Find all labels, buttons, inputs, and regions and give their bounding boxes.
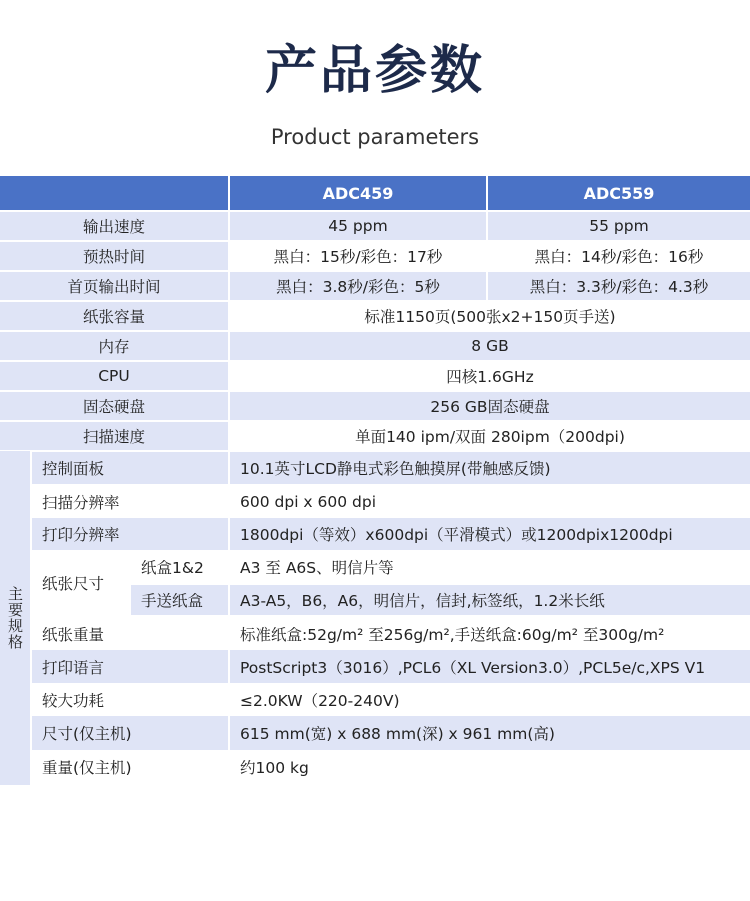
- row-value: 1800dpi（等效）x600dpi（平滑模式）或1200dpix1200dpi: [230, 518, 750, 550]
- row-label: CPU: [0, 362, 228, 390]
- row-label: 打印分辨率: [32, 518, 228, 550]
- subrow-value: A3 至 A6S、明信片等: [230, 551, 750, 583]
- row-value-model-1: 黑白：15秒/彩色：17秒: [230, 242, 486, 270]
- table-row: [0, 422, 750, 450]
- row-value: 标准1150页(500张x2+150页手送): [230, 302, 750, 330]
- table-subrow: [0, 551, 750, 583]
- row-label: 输出速度: [0, 212, 228, 240]
- row-value-model-2: 黑白：14秒/彩色：16秒: [488, 242, 750, 270]
- row-value-model-1: 黑白：3.8秒/彩色：5秒: [230, 272, 486, 300]
- subrow-label: 手送纸盒: [131, 585, 228, 615]
- page-subtitle: Product parameters: [270, 125, 480, 149]
- row-value-model-2: 55 ppm: [488, 212, 750, 240]
- row-label: 内存: [0, 332, 228, 360]
- row-label: 较大功耗: [32, 683, 228, 716]
- row-value: ≤2.0KW（220-240V): [230, 683, 750, 716]
- header-model-1: ADC459: [230, 176, 486, 210]
- row-value: 615 mm(宽) x 688 mm(深) x 961 mm(高): [230, 716, 750, 750]
- row-value: 四核1.6GHz: [230, 362, 750, 390]
- row-label: 首页输出时间: [0, 272, 228, 300]
- table-row: [0, 452, 750, 484]
- table-row: [0, 750, 750, 784]
- table-row: [0, 485, 750, 518]
- row-label: 纸张尺寸: [32, 551, 129, 615]
- subrow-value: A3-A5，B6，A6，明信片，信封,标签纸，1.2米长纸: [230, 585, 750, 615]
- page-title: 产品参数: [264, 41, 485, 101]
- row-value: 10.1英寸LCD静电式彩色触摸屏(带触感反馈): [230, 452, 750, 484]
- row-value: 256 GB固态硬盘: [230, 392, 750, 420]
- table-header-row: [0, 176, 750, 210]
- row-value: PostScript3（3016）,PCL6（XL Version3.0）,PCL5e/c,XPS V1: [230, 650, 750, 683]
- table-row: [0, 683, 750, 716]
- row-label: 纸张重量: [32, 617, 228, 650]
- table-row: [0, 332, 750, 360]
- row-value: 600 dpi x 600 dpi: [230, 485, 750, 518]
- header-model-2: ADC559: [488, 176, 750, 210]
- subrow-label: 纸盒1&2: [131, 551, 228, 583]
- row-label: 控制面板: [32, 452, 228, 484]
- row-label: 扫描分辨率: [32, 485, 228, 518]
- table-row: [0, 242, 750, 270]
- table-row: [0, 302, 750, 330]
- row-label: 纸张容量: [0, 302, 228, 330]
- header-blank: [0, 176, 228, 210]
- row-label: 预热时间: [0, 242, 228, 270]
- row-value-model-2: 黑白：3.3秒/彩色：4.3秒: [488, 272, 750, 300]
- row-value-model-1: 45 ppm: [230, 212, 486, 240]
- section-label-text: 主要规格: [6, 586, 24, 650]
- table-row: [0, 362, 750, 390]
- row-value: 单面140 ipm/双面 280ipm（200dpi): [230, 422, 750, 450]
- table-row: [0, 716, 750, 750]
- row-value: 8 GB: [230, 332, 750, 360]
- row-label: 打印语言: [32, 650, 228, 683]
- table-row: [0, 212, 750, 240]
- row-label: 重量(仅主机): [32, 750, 228, 784]
- table-row: [0, 650, 750, 683]
- row-value: 约100 kg: [230, 750, 750, 784]
- row-label: 扫描速度: [0, 422, 228, 450]
- table-row: [0, 617, 750, 650]
- table-subrow: [0, 585, 750, 615]
- table-row: [0, 518, 750, 550]
- table-row: [0, 392, 750, 420]
- row-label: 尺寸(仅主机): [32, 716, 228, 750]
- table-row: [0, 272, 750, 300]
- row-value: 标准纸盒:52g/m² 至256g/m²,手送纸盒:60g/m² 至300g/m²: [230, 617, 750, 650]
- row-label: 固态硬盘: [0, 392, 228, 420]
